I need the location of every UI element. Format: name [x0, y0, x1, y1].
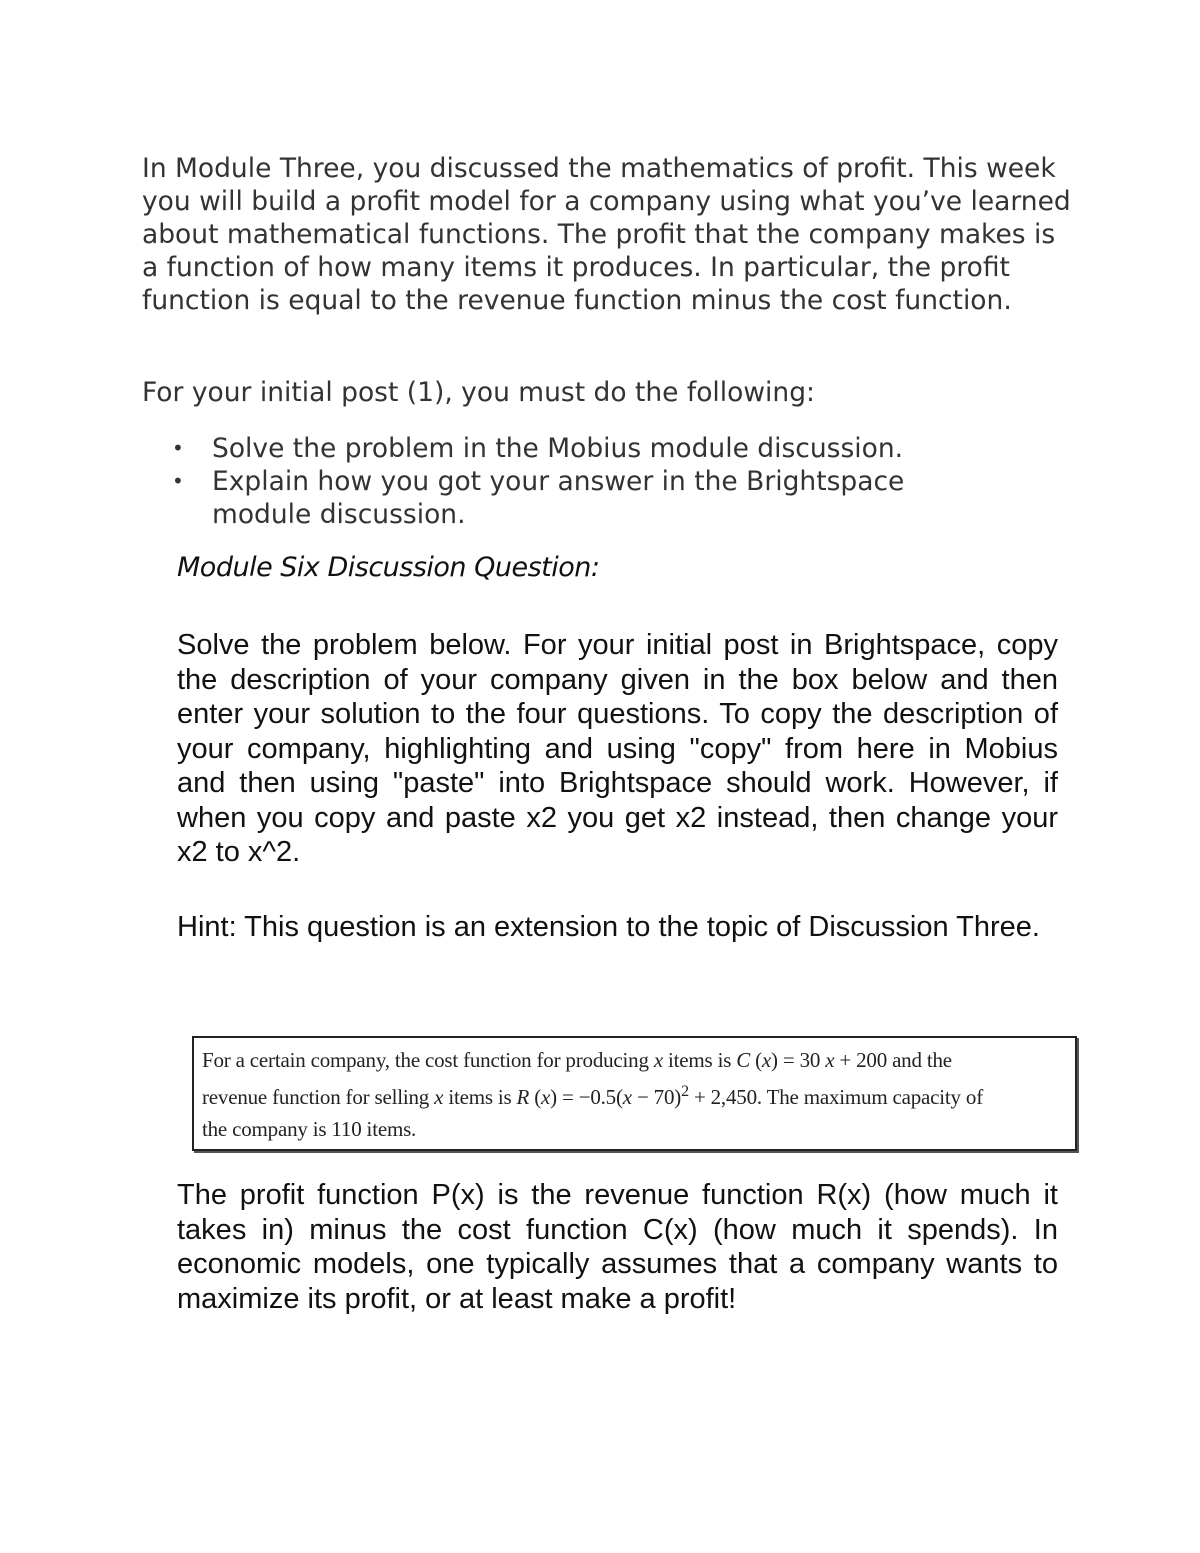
question-body: Solve the problem below. For your initial post in Brightspace, copy the description of your company given in the box below and then enter your solution to the four questions. To copy the description of your company, highlighting and using "copy" from here in Mobius and then using "paste" into Brightspace should work. However, if when you copy and paste x2 you get x2 instead, then change your x2 to x^2. — [177, 629, 1058, 868]
list-item — [172, 465, 992, 531]
bullet-icon: • — [172, 436, 184, 460]
intro-paragraph — [142, 152, 1072, 317]
intro-text: In Module Three, you discussed the mathematics of profit. This week you will build a profit model for a company using what you’ve learned about mathematical functions. The profit that the company makes is a function of how many items it produces. In particular, the profit function is equal to the revenue function minus the cost function. — [142, 153, 1071, 316]
company-description-box[interactable] — [192, 1036, 1077, 1151]
company-box-line-2: revenue function for selling x items is R $(x) = -0.5(x - 70)^2 + 2,450$. The maximum capacity of — [202, 1083, 984, 1109]
list-item-text: Solve the problem in the Mobius module discussion. — [212, 433, 904, 464]
list-item — [172, 432, 992, 465]
profit-paragraph: The profit function P(x) is the revenue function R(x) (how much it takes in) minus the cost function C(x) (how much it spends). In economic models, one typically assumes that a company wants to maximize its profit, or at least make a profit! — [177, 1179, 1058, 1315]
discussion-question-heading: Module Six Discussion Question: — [177, 552, 600, 583]
question-hint: Hint: This question is an extension to the topic of Discussion Three. — [177, 911, 1040, 943]
initial-post-heading: For your initial post (1), you must do the following: — [142, 377, 815, 408]
instruction-list — [172, 432, 992, 531]
company-box-line-1: For a certain company, the cost function for producing x items is C (x) = 30 x + 200 and the — [202, 1048, 952, 1072]
company-box-line-3: the company is 110 items. — [202, 1117, 417, 1141]
bullet-icon: • — [172, 469, 184, 493]
list-item-text: Explain how you got your answer in the Brightspace module discussion. — [212, 466, 905, 530]
